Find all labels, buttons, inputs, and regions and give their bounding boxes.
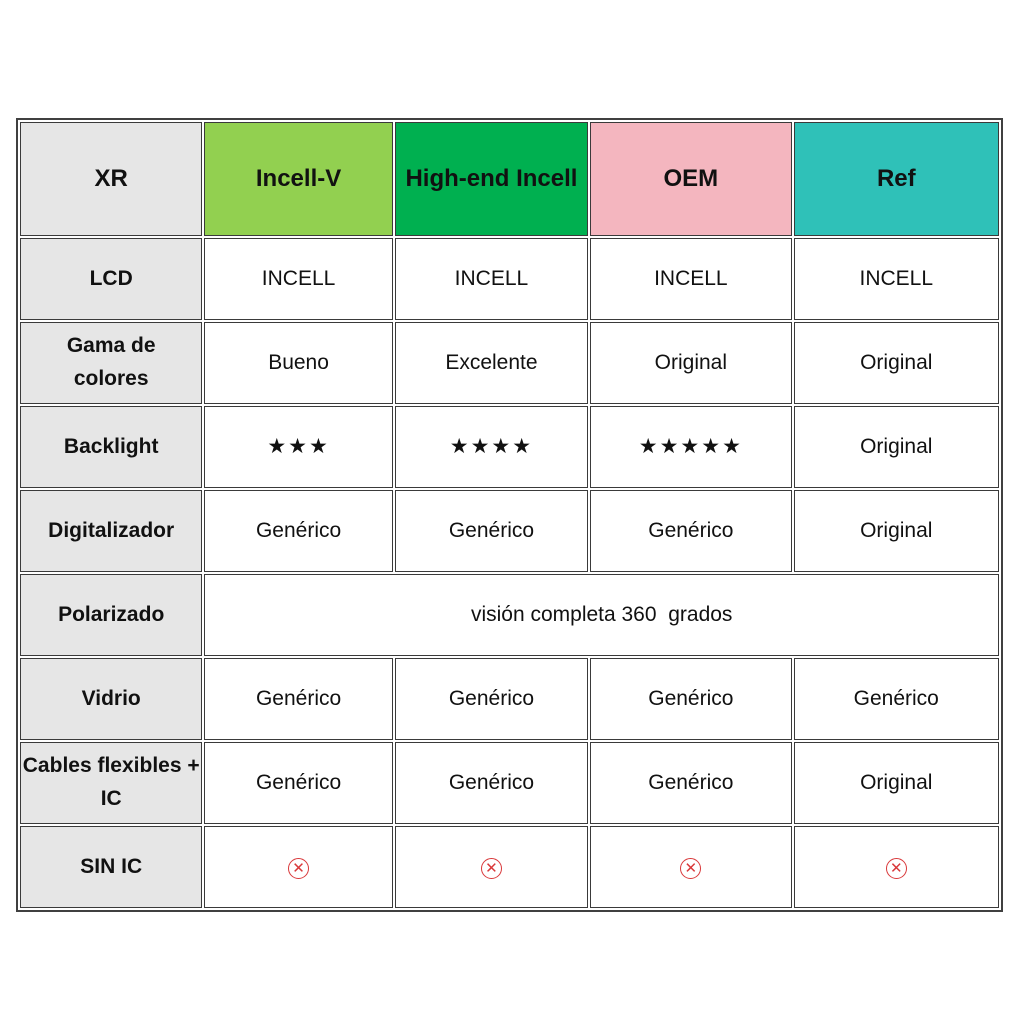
table-cell: Genérico bbox=[590, 490, 791, 572]
row-label: Backlight bbox=[20, 406, 202, 488]
table-row-gama-de-colores bbox=[20, 322, 999, 404]
circled-x-icon: ✕ bbox=[886, 858, 907, 879]
table-cell bbox=[794, 826, 999, 908]
row-label: Cables flexibles + IC bbox=[20, 742, 202, 824]
header-col-incell-v: Incell-V bbox=[204, 122, 392, 236]
table-cell: Genérico bbox=[395, 490, 588, 572]
table-row-digitalizador bbox=[20, 490, 999, 572]
circled-x-icon: ✕ bbox=[680, 858, 701, 879]
table-cell: INCELL bbox=[794, 238, 999, 320]
circled-x-icon: ✕ bbox=[288, 858, 309, 879]
row-label: SIN IC bbox=[20, 826, 202, 908]
table-cell: Original bbox=[794, 742, 999, 824]
header-col-oem: OEM bbox=[590, 122, 791, 236]
table-cell: Genérico bbox=[204, 742, 392, 824]
table-cell: INCELL bbox=[204, 238, 392, 320]
table-row-polarizado bbox=[20, 574, 999, 656]
star-rating-icon: ★★★★ bbox=[395, 406, 588, 488]
header-corner-cell: XR bbox=[20, 122, 202, 236]
table-cell: Original bbox=[794, 322, 999, 404]
table-cell: Genérico bbox=[395, 658, 588, 740]
table-row-lcd bbox=[20, 238, 999, 320]
table-row-vidrio bbox=[20, 658, 999, 740]
table-cell: Original bbox=[794, 490, 999, 572]
table-cell bbox=[204, 826, 392, 908]
table-cell: INCELL bbox=[395, 238, 588, 320]
table-cell: Genérico bbox=[590, 742, 791, 824]
header-col-high-end-incell: High-end Incell bbox=[395, 122, 588, 236]
table-cell: Genérico bbox=[204, 658, 392, 740]
table-cell: Original bbox=[794, 406, 999, 488]
table-cell bbox=[395, 826, 588, 908]
table-cell: INCELL bbox=[590, 238, 791, 320]
header-col-ref: Ref bbox=[794, 122, 999, 236]
row-label: Gama de colores bbox=[20, 322, 202, 404]
table-row-sin-ic bbox=[20, 826, 999, 908]
table-cell: Genérico bbox=[590, 658, 791, 740]
circled-x-icon: ✕ bbox=[481, 858, 502, 879]
table-cell bbox=[590, 826, 791, 908]
row-label: Digitalizador bbox=[20, 490, 202, 572]
table-row-backlight bbox=[20, 406, 999, 488]
table-cell: Excelente bbox=[395, 322, 588, 404]
header-row bbox=[20, 122, 999, 236]
table-cell: Genérico bbox=[395, 742, 588, 824]
star-rating-icon: ★★★★★ bbox=[590, 406, 791, 488]
comparison-table bbox=[16, 118, 1003, 912]
row-label: LCD bbox=[20, 238, 202, 320]
row-label: Vidrio bbox=[20, 658, 202, 740]
star-rating-icon: ★★★ bbox=[204, 406, 392, 488]
table-cell: Bueno bbox=[204, 322, 392, 404]
table-row-cables-flexibles bbox=[20, 742, 999, 824]
table-cell: Genérico bbox=[204, 490, 392, 572]
table-cell: Original bbox=[590, 322, 791, 404]
row-label: Polarizado bbox=[20, 574, 202, 656]
table-cell: Genérico bbox=[794, 658, 999, 740]
merged-cell: visión completa 360 grados bbox=[204, 574, 999, 656]
